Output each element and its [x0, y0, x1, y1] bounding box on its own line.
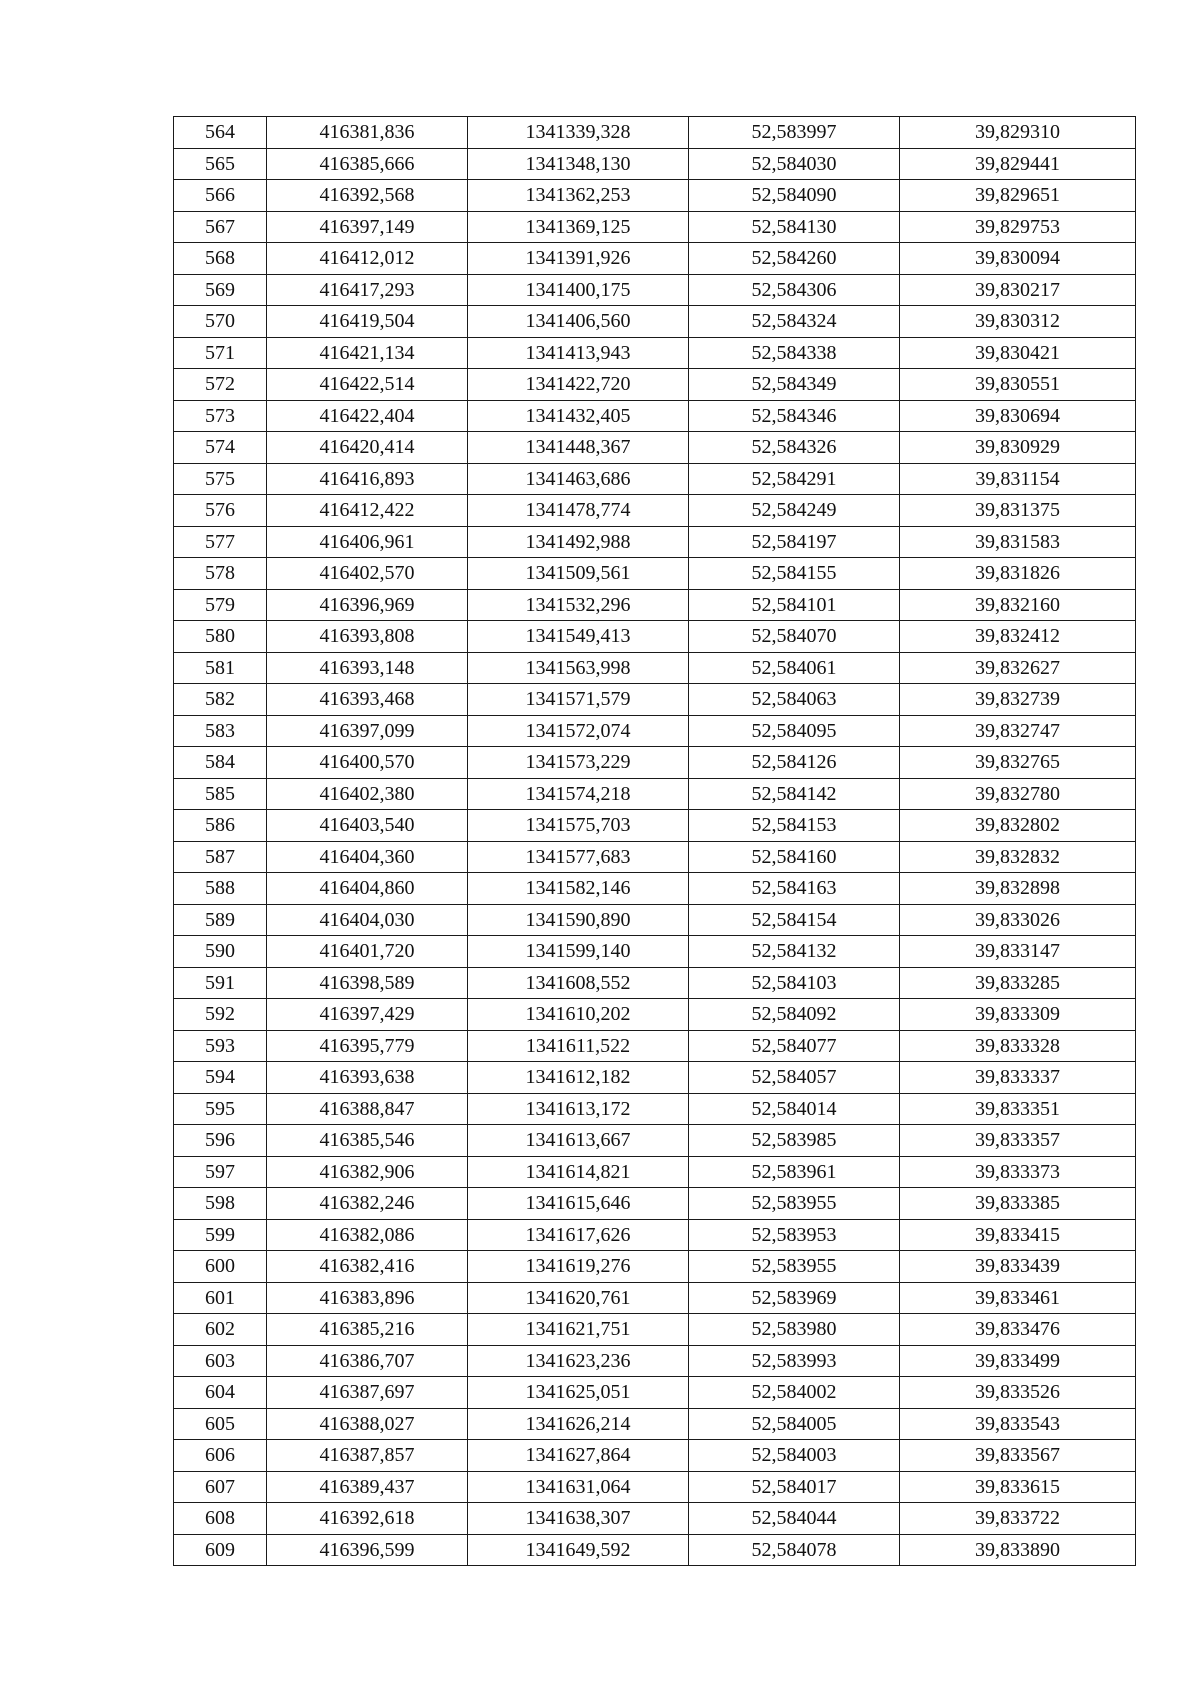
point-number-cell: 582	[174, 684, 267, 716]
longitude-cell: 39,833385	[900, 1188, 1136, 1220]
point-number-cell: 565	[174, 148, 267, 180]
x-coordinate-cell: 416397,429	[267, 999, 468, 1031]
y-coordinate-cell: 1341626,214	[468, 1408, 689, 1440]
x-coordinate-cell: 416404,860	[267, 873, 468, 905]
longitude-cell: 39,833415	[900, 1219, 1136, 1251]
x-coordinate-cell: 416393,638	[267, 1062, 468, 1094]
x-coordinate-cell: 416403,540	[267, 810, 468, 842]
latitude-cell: 52,584291	[689, 463, 900, 495]
longitude-cell: 39,833476	[900, 1314, 1136, 1346]
point-number-cell: 572	[174, 369, 267, 401]
latitude-cell: 52,583969	[689, 1282, 900, 1314]
point-number-cell: 586	[174, 810, 267, 842]
latitude-cell: 52,583953	[689, 1219, 900, 1251]
point-number-cell: 573	[174, 400, 267, 432]
x-coordinate-cell: 416385,546	[267, 1125, 468, 1157]
longitude-cell: 39,833357	[900, 1125, 1136, 1157]
point-number-cell: 592	[174, 999, 267, 1031]
y-coordinate-cell: 1341608,552	[468, 967, 689, 999]
x-coordinate-cell: 416382,246	[267, 1188, 468, 1220]
y-coordinate-cell: 1341362,253	[468, 180, 689, 212]
y-coordinate-cell: 1341391,926	[468, 243, 689, 275]
x-coordinate-cell: 416404,360	[267, 841, 468, 873]
x-coordinate-cell: 416389,437	[267, 1471, 468, 1503]
latitude-cell: 52,584005	[689, 1408, 900, 1440]
point-number-cell: 570	[174, 306, 267, 338]
latitude-cell: 52,584163	[689, 873, 900, 905]
y-coordinate-cell: 1341549,413	[468, 621, 689, 653]
point-number-cell: 598	[174, 1188, 267, 1220]
table-row	[174, 684, 1136, 716]
table-row	[174, 652, 1136, 684]
table-row	[174, 810, 1136, 842]
x-coordinate-cell: 416398,589	[267, 967, 468, 999]
point-number-cell: 591	[174, 967, 267, 999]
table-row	[174, 1093, 1136, 1125]
table-row	[174, 715, 1136, 747]
table-row	[174, 873, 1136, 905]
latitude-cell: 52,584017	[689, 1471, 900, 1503]
point-number-cell: 607	[174, 1471, 267, 1503]
longitude-cell: 39,830694	[900, 400, 1136, 432]
latitude-cell: 52,583955	[689, 1251, 900, 1283]
longitude-cell: 39,831154	[900, 463, 1136, 495]
x-coordinate-cell: 416381,836	[267, 117, 468, 149]
x-coordinate-cell: 416396,599	[267, 1534, 468, 1566]
y-coordinate-cell: 1341478,774	[468, 495, 689, 527]
longitude-cell: 39,833147	[900, 936, 1136, 968]
point-number-cell: 580	[174, 621, 267, 653]
x-coordinate-cell: 416387,857	[267, 1440, 468, 1472]
x-coordinate-cell: 416388,847	[267, 1093, 468, 1125]
x-coordinate-cell: 416387,697	[267, 1377, 468, 1409]
longitude-cell: 39,833615	[900, 1471, 1136, 1503]
x-coordinate-cell: 416422,404	[267, 400, 468, 432]
latitude-cell: 52,584070	[689, 621, 900, 653]
latitude-cell: 52,584154	[689, 904, 900, 936]
latitude-cell: 52,584130	[689, 211, 900, 243]
point-number-cell: 608	[174, 1503, 267, 1535]
latitude-cell: 52,584155	[689, 558, 900, 590]
longitude-cell: 39,833461	[900, 1282, 1136, 1314]
longitude-cell: 39,833285	[900, 967, 1136, 999]
table-row	[174, 1030, 1136, 1062]
longitude-cell: 39,832832	[900, 841, 1136, 873]
table-row	[174, 778, 1136, 810]
y-coordinate-cell: 1341610,202	[468, 999, 689, 1031]
x-coordinate-cell: 416386,707	[267, 1345, 468, 1377]
y-coordinate-cell: 1341617,626	[468, 1219, 689, 1251]
x-coordinate-cell: 416420,414	[267, 432, 468, 464]
table-row	[174, 400, 1136, 432]
point-number-cell: 594	[174, 1062, 267, 1094]
longitude-cell: 39,829441	[900, 148, 1136, 180]
x-coordinate-cell: 416393,148	[267, 652, 468, 684]
table-row	[174, 621, 1136, 653]
y-coordinate-cell: 1341413,943	[468, 337, 689, 369]
table-row	[174, 936, 1136, 968]
table-row	[174, 337, 1136, 369]
table-row	[174, 1440, 1136, 1472]
point-number-cell: 571	[174, 337, 267, 369]
latitude-cell: 52,584132	[689, 936, 900, 968]
table-row	[174, 1471, 1136, 1503]
longitude-cell: 39,832160	[900, 589, 1136, 621]
y-coordinate-cell: 1341492,988	[468, 526, 689, 558]
point-number-cell: 567	[174, 211, 267, 243]
y-coordinate-cell: 1341463,686	[468, 463, 689, 495]
longitude-cell: 39,830929	[900, 432, 1136, 464]
point-number-cell: 609	[174, 1534, 267, 1566]
x-coordinate-cell: 416412,422	[267, 495, 468, 527]
x-coordinate-cell: 416395,779	[267, 1030, 468, 1062]
table-row	[174, 1503, 1136, 1535]
table-row	[174, 369, 1136, 401]
latitude-cell: 52,584197	[689, 526, 900, 558]
point-number-cell: 584	[174, 747, 267, 779]
x-coordinate-cell: 416388,027	[267, 1408, 468, 1440]
y-coordinate-cell: 1341649,592	[468, 1534, 689, 1566]
longitude-cell: 39,832627	[900, 652, 1136, 684]
y-coordinate-cell: 1341369,125	[468, 211, 689, 243]
latitude-cell: 52,584057	[689, 1062, 900, 1094]
longitude-cell: 39,833026	[900, 904, 1136, 936]
point-number-cell: 587	[174, 841, 267, 873]
y-coordinate-cell: 1341619,276	[468, 1251, 689, 1283]
x-coordinate-cell: 416393,468	[267, 684, 468, 716]
y-coordinate-cell: 1341574,218	[468, 778, 689, 810]
latitude-cell: 52,584101	[689, 589, 900, 621]
latitude-cell: 52,584061	[689, 652, 900, 684]
x-coordinate-cell: 416385,216	[267, 1314, 468, 1346]
x-coordinate-cell: 416401,720	[267, 936, 468, 968]
latitude-cell: 52,584030	[689, 148, 900, 180]
y-coordinate-cell: 1341509,561	[468, 558, 689, 590]
y-coordinate-cell: 1341575,703	[468, 810, 689, 842]
table-row	[174, 180, 1136, 212]
y-coordinate-cell: 1341620,761	[468, 1282, 689, 1314]
latitude-cell: 52,583955	[689, 1188, 900, 1220]
y-coordinate-cell: 1341348,130	[468, 148, 689, 180]
longitude-cell: 39,831583	[900, 526, 1136, 558]
longitude-cell: 39,833373	[900, 1156, 1136, 1188]
x-coordinate-cell: 416402,570	[267, 558, 468, 590]
y-coordinate-cell: 1341599,140	[468, 936, 689, 968]
table-row	[174, 274, 1136, 306]
table-row	[174, 432, 1136, 464]
x-coordinate-cell: 416406,961	[267, 526, 468, 558]
table-row	[174, 306, 1136, 338]
point-number-cell: 581	[174, 652, 267, 684]
table-row	[174, 904, 1136, 936]
longitude-cell: 39,832780	[900, 778, 1136, 810]
point-number-cell: 566	[174, 180, 267, 212]
latitude-cell: 52,583997	[689, 117, 900, 149]
point-number-cell: 604	[174, 1377, 267, 1409]
longitude-cell: 39,833526	[900, 1377, 1136, 1409]
table-row	[174, 1188, 1136, 1220]
y-coordinate-cell: 1341623,236	[468, 1345, 689, 1377]
coordinates-table	[173, 116, 1136, 1566]
point-number-cell: 603	[174, 1345, 267, 1377]
latitude-cell: 52,583993	[689, 1345, 900, 1377]
latitude-cell: 52,584338	[689, 337, 900, 369]
point-number-cell: 577	[174, 526, 267, 558]
longitude-cell: 39,833309	[900, 999, 1136, 1031]
latitude-cell: 52,584003	[689, 1440, 900, 1472]
y-coordinate-cell: 1341590,890	[468, 904, 689, 936]
y-coordinate-cell: 1341577,683	[468, 841, 689, 873]
latitude-cell: 52,584063	[689, 684, 900, 716]
table-row	[174, 1156, 1136, 1188]
table-row	[174, 1282, 1136, 1314]
y-coordinate-cell: 1341613,172	[468, 1093, 689, 1125]
y-coordinate-cell: 1341571,579	[468, 684, 689, 716]
longitude-cell: 39,830094	[900, 243, 1136, 275]
longitude-cell: 39,833337	[900, 1062, 1136, 1094]
latitude-cell: 52,584324	[689, 306, 900, 338]
latitude-cell: 52,584349	[689, 369, 900, 401]
longitude-cell: 39,832765	[900, 747, 1136, 779]
x-coordinate-cell: 416397,149	[267, 211, 468, 243]
point-number-cell: 593	[174, 1030, 267, 1062]
longitude-cell: 39,832412	[900, 621, 1136, 653]
latitude-cell: 52,584044	[689, 1503, 900, 1535]
table-row	[174, 1345, 1136, 1377]
x-coordinate-cell: 416385,666	[267, 148, 468, 180]
longitude-cell: 39,833351	[900, 1093, 1136, 1125]
longitude-cell: 39,830217	[900, 274, 1136, 306]
table-row	[174, 1534, 1136, 1566]
y-coordinate-cell: 1341625,051	[468, 1377, 689, 1409]
table-row	[174, 243, 1136, 275]
y-coordinate-cell: 1341406,560	[468, 306, 689, 338]
y-coordinate-cell: 1341582,146	[468, 873, 689, 905]
table-row	[174, 558, 1136, 590]
latitude-cell: 52,583985	[689, 1125, 900, 1157]
table-row	[174, 999, 1136, 1031]
longitude-cell: 39,829651	[900, 180, 1136, 212]
point-number-cell: 589	[174, 904, 267, 936]
longitude-cell: 39,833439	[900, 1251, 1136, 1283]
latitude-cell: 52,584103	[689, 967, 900, 999]
x-coordinate-cell: 416417,293	[267, 274, 468, 306]
point-number-cell: 588	[174, 873, 267, 905]
longitude-cell: 39,833543	[900, 1408, 1136, 1440]
x-coordinate-cell: 416422,514	[267, 369, 468, 401]
longitude-cell: 39,833499	[900, 1345, 1136, 1377]
latitude-cell: 52,584090	[689, 180, 900, 212]
y-coordinate-cell: 1341614,821	[468, 1156, 689, 1188]
table-row	[174, 526, 1136, 558]
longitude-cell: 39,832898	[900, 873, 1136, 905]
y-coordinate-cell: 1341638,307	[468, 1503, 689, 1535]
longitude-cell: 39,831375	[900, 495, 1136, 527]
x-coordinate-cell: 416419,504	[267, 306, 468, 338]
latitude-cell: 52,584249	[689, 495, 900, 527]
table-row	[174, 967, 1136, 999]
latitude-cell: 52,584092	[689, 999, 900, 1031]
x-coordinate-cell: 416421,134	[267, 337, 468, 369]
y-coordinate-cell: 1341448,367	[468, 432, 689, 464]
x-coordinate-cell: 416392,568	[267, 180, 468, 212]
latitude-cell: 52,583961	[689, 1156, 900, 1188]
point-number-cell: 578	[174, 558, 267, 590]
y-coordinate-cell: 1341631,064	[468, 1471, 689, 1503]
x-coordinate-cell: 416382,416	[267, 1251, 468, 1283]
table-row	[174, 1408, 1136, 1440]
longitude-cell: 39,833328	[900, 1030, 1136, 1062]
y-coordinate-cell: 1341611,522	[468, 1030, 689, 1062]
latitude-cell: 52,584095	[689, 715, 900, 747]
point-number-cell: 583	[174, 715, 267, 747]
longitude-cell: 39,832739	[900, 684, 1136, 716]
longitude-cell: 39,833722	[900, 1503, 1136, 1535]
x-coordinate-cell: 416404,030	[267, 904, 468, 936]
y-coordinate-cell: 1341339,328	[468, 117, 689, 149]
table-row	[174, 1251, 1136, 1283]
longitude-cell: 39,830421	[900, 337, 1136, 369]
point-number-cell: 575	[174, 463, 267, 495]
point-number-cell: 597	[174, 1156, 267, 1188]
table-row	[174, 1125, 1136, 1157]
point-number-cell: 599	[174, 1219, 267, 1251]
longitude-cell: 39,833890	[900, 1534, 1136, 1566]
x-coordinate-cell: 416402,380	[267, 778, 468, 810]
x-coordinate-cell: 416412,012	[267, 243, 468, 275]
latitude-cell: 52,584260	[689, 243, 900, 275]
latitude-cell: 52,584153	[689, 810, 900, 842]
point-number-cell: 576	[174, 495, 267, 527]
table-row	[174, 747, 1136, 779]
y-coordinate-cell: 1341563,998	[468, 652, 689, 684]
point-number-cell: 579	[174, 589, 267, 621]
y-coordinate-cell: 1341422,720	[468, 369, 689, 401]
point-number-cell: 574	[174, 432, 267, 464]
point-number-cell: 605	[174, 1408, 267, 1440]
latitude-cell: 52,584126	[689, 747, 900, 779]
y-coordinate-cell: 1341627,864	[468, 1440, 689, 1472]
point-number-cell: 595	[174, 1093, 267, 1125]
latitude-cell: 52,584346	[689, 400, 900, 432]
table-row	[174, 841, 1136, 873]
table-row	[174, 1314, 1136, 1346]
latitude-cell: 52,584002	[689, 1377, 900, 1409]
x-coordinate-cell: 416396,969	[267, 589, 468, 621]
x-coordinate-cell: 416392,618	[267, 1503, 468, 1535]
table-row	[174, 1219, 1136, 1251]
x-coordinate-cell: 416400,570	[267, 747, 468, 779]
point-number-cell: 590	[174, 936, 267, 968]
x-coordinate-cell: 416393,808	[267, 621, 468, 653]
y-coordinate-cell: 1341615,646	[468, 1188, 689, 1220]
table-row	[174, 589, 1136, 621]
latitude-cell: 52,584326	[689, 432, 900, 464]
table-row	[174, 211, 1136, 243]
y-coordinate-cell: 1341532,296	[468, 589, 689, 621]
y-coordinate-cell: 1341621,751	[468, 1314, 689, 1346]
table-row	[174, 117, 1136, 149]
point-number-cell: 602	[174, 1314, 267, 1346]
x-coordinate-cell: 416382,086	[267, 1219, 468, 1251]
table-row	[174, 1062, 1136, 1094]
y-coordinate-cell: 1341573,229	[468, 747, 689, 779]
latitude-cell: 52,584014	[689, 1093, 900, 1125]
point-number-cell: 569	[174, 274, 267, 306]
y-coordinate-cell: 1341400,175	[468, 274, 689, 306]
longitude-cell: 39,831826	[900, 558, 1136, 590]
longitude-cell: 39,829310	[900, 117, 1136, 149]
point-number-cell: 600	[174, 1251, 267, 1283]
longitude-cell: 39,832802	[900, 810, 1136, 842]
latitude-cell: 52,584078	[689, 1534, 900, 1566]
longitude-cell: 39,830551	[900, 369, 1136, 401]
y-coordinate-cell: 1341613,667	[468, 1125, 689, 1157]
point-number-cell: 596	[174, 1125, 267, 1157]
coordinates-table-body	[174, 117, 1136, 1566]
y-coordinate-cell: 1341612,182	[468, 1062, 689, 1094]
table-row	[174, 463, 1136, 495]
latitude-cell: 52,584306	[689, 274, 900, 306]
latitude-cell: 52,584160	[689, 841, 900, 873]
longitude-cell: 39,830312	[900, 306, 1136, 338]
latitude-cell: 52,583980	[689, 1314, 900, 1346]
point-number-cell: 606	[174, 1440, 267, 1472]
y-coordinate-cell: 1341572,074	[468, 715, 689, 747]
longitude-cell: 39,833567	[900, 1440, 1136, 1472]
point-number-cell: 568	[174, 243, 267, 275]
y-coordinate-cell: 1341432,405	[468, 400, 689, 432]
x-coordinate-cell: 416397,099	[267, 715, 468, 747]
x-coordinate-cell: 416382,906	[267, 1156, 468, 1188]
x-coordinate-cell: 416383,896	[267, 1282, 468, 1314]
point-number-cell: 585	[174, 778, 267, 810]
longitude-cell: 39,832747	[900, 715, 1136, 747]
table-row	[174, 1377, 1136, 1409]
latitude-cell: 52,584077	[689, 1030, 900, 1062]
longitude-cell: 39,829753	[900, 211, 1136, 243]
point-number-cell: 601	[174, 1282, 267, 1314]
point-number-cell: 564	[174, 117, 267, 149]
table-row	[174, 495, 1136, 527]
x-coordinate-cell: 416416,893	[267, 463, 468, 495]
table-row	[174, 148, 1136, 180]
latitude-cell: 52,584142	[689, 778, 900, 810]
